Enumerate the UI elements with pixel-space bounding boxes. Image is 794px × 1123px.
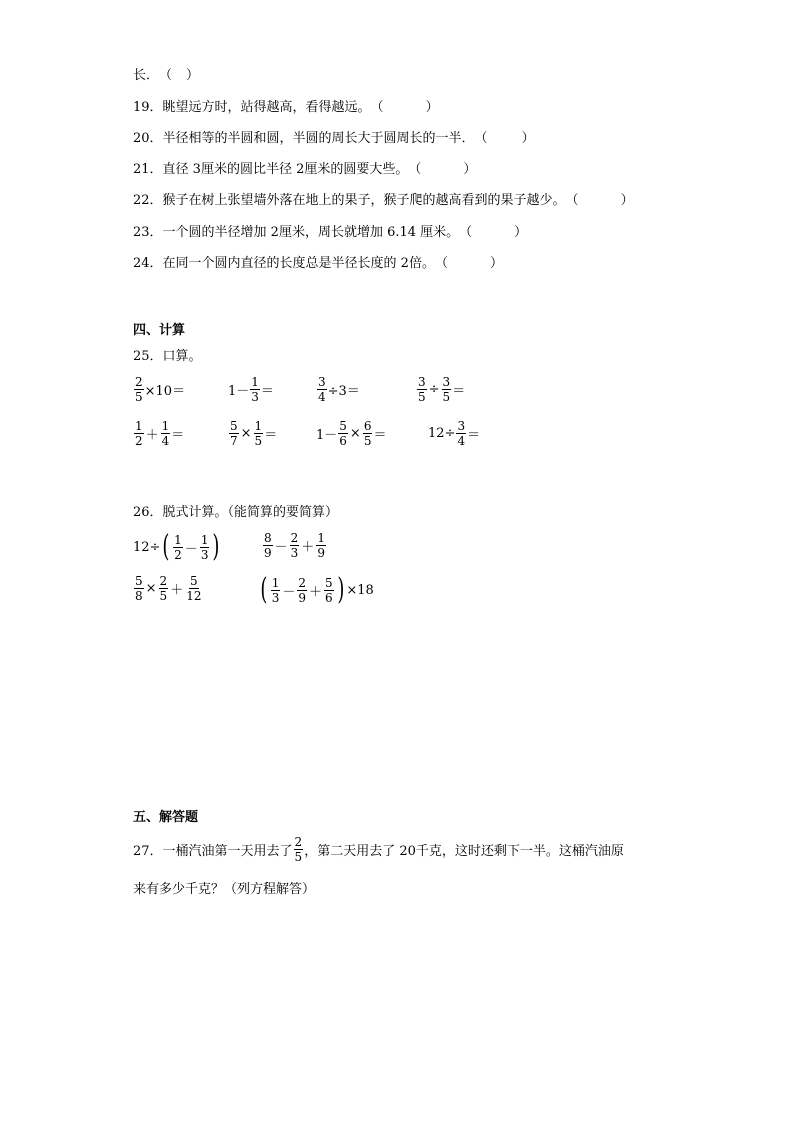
fraction: $\frac{1}{2}$ [174, 532, 182, 562]
fraction: $\frac{2}{3}$ [290, 531, 299, 560]
oral-calc-2: 1－ $\frac{1}{3}$ ＝ [228, 375, 274, 404]
fraction: $\frac{1}{3}$ [200, 532, 209, 562]
step-calc-3: $\frac{5}{8}$ × $\frac{2}{5}$ ＋ $\frac{5}{12}$ [135, 574, 202, 603]
fraction: $\frac{2}{5}$ [135, 375, 143, 404]
oral-calc-1: $\frac{2}{5}$ ×10＝ [135, 375, 186, 404]
fraction: $\frac{1}{2}$ [135, 419, 143, 448]
question-18-tail: 长．（ ） [133, 68, 200, 83]
question-21: 21．直径 3厘米的圆比半径 2厘米的圆要大些。（ ） [133, 162, 477, 177]
oral-calc-5: $\frac{1}{2}$ ＋ $\frac{1}{4}$ ＝ [135, 419, 185, 448]
fraction: $\frac{1}{4}$ [161, 419, 170, 448]
fraction: $\frac{3}{5}$ [418, 375, 426, 404]
fraction: $\frac{5}{7}$ [230, 419, 238, 448]
question-23: 23．一个圆的半径增加 2厘米，周长就增加 6.14 厘米。（ ） [133, 225, 528, 240]
fraction: $\frac{5}{8}$ [135, 574, 143, 603]
fraction: $\frac{3}{4}$ [457, 419, 466, 448]
question-19: 19．眺望远方时，站得越高，看得越远。（ ） [133, 100, 439, 115]
fraction: $\frac{1}{9}$ [317, 531, 325, 560]
fraction: $\frac{3}{5}$ [442, 375, 451, 404]
fraction: $\frac{3}{4}$ [318, 375, 326, 404]
oral-calc-4: $\frac{3}{5}$ ÷ $\frac{3}{5}$ ＝ [418, 375, 466, 404]
oral-calc-3: $\frac{3}{4}$ ÷3＝ [318, 375, 360, 404]
fraction: $\frac{2}{9}$ [298, 575, 307, 605]
question-27-line-1: 27．一桶汽油第一天用去了 $\frac{2}{5}$ ，第二天用去了 20千克，这时还剩下一半。这桶汽油原 [133, 835, 624, 864]
fraction: $\frac{2}{5}$ [159, 574, 168, 603]
fraction: $\frac{5}{6}$ [325, 575, 333, 605]
step-calc-2: $\frac{8}{9}$ － $\frac{2}{3}$ ＋ $\frac{1}{9}$ [264, 531, 325, 560]
fraction: $\frac{8}{9}$ [264, 531, 272, 560]
question-24: 24．在同一个圆内直径的长度总是半径长度的 2倍。（ ） [133, 256, 503, 271]
fraction: $\frac{2}{5}$ [294, 835, 303, 864]
question-27-line-2: 来有多少千克？（列方程解答） [133, 882, 316, 897]
step-calc-4: ( $\frac{1}{3}$ － $\frac{2}{9}$ ＋ $\frac{5}{6}$ ) ×18 [260, 572, 374, 607]
fraction: $\frac{1}{3}$ [251, 375, 259, 404]
question-20: 20．半径相等的半圆和圆，半圆的周长大于圆周长的一半．（ ） [133, 131, 535, 146]
section-5-title: 五、解答题 [133, 810, 199, 825]
step-calc-1: 12÷ ( $\frac{1}{2}$ － $\frac{1}{3}$ ) [133, 529, 220, 564]
fraction: $\frac{5}{6}$ [339, 419, 347, 448]
oral-calc-8: 12÷ $\frac{3}{4}$ ＝ [428, 419, 481, 448]
fraction: $\frac{6}{5}$ [363, 419, 372, 448]
fraction: $\frac{1}{3}$ [271, 575, 280, 605]
fraction: $\frac{1}{5}$ [254, 419, 263, 448]
question-25-prompt: 25．口算。 [133, 349, 202, 364]
section-4-title: 四、计算 [133, 323, 186, 338]
question-22: 22．猴子在树上张望墙外落在地上的果子，猴子爬的越高看到的果子越少。（ ） [133, 193, 634, 208]
fraction: $\frac{5}{12}$ [186, 574, 202, 603]
oral-calc-7: 1－ $\frac{5}{6}$ × $\frac{6}{5}$ ＝ [316, 419, 387, 448]
oral-calc-6: $\frac{5}{7}$ × $\frac{1}{5}$ ＝ [230, 419, 278, 448]
question-26-prompt: 26．脱式计算。（能简算的要简算） [133, 505, 339, 520]
